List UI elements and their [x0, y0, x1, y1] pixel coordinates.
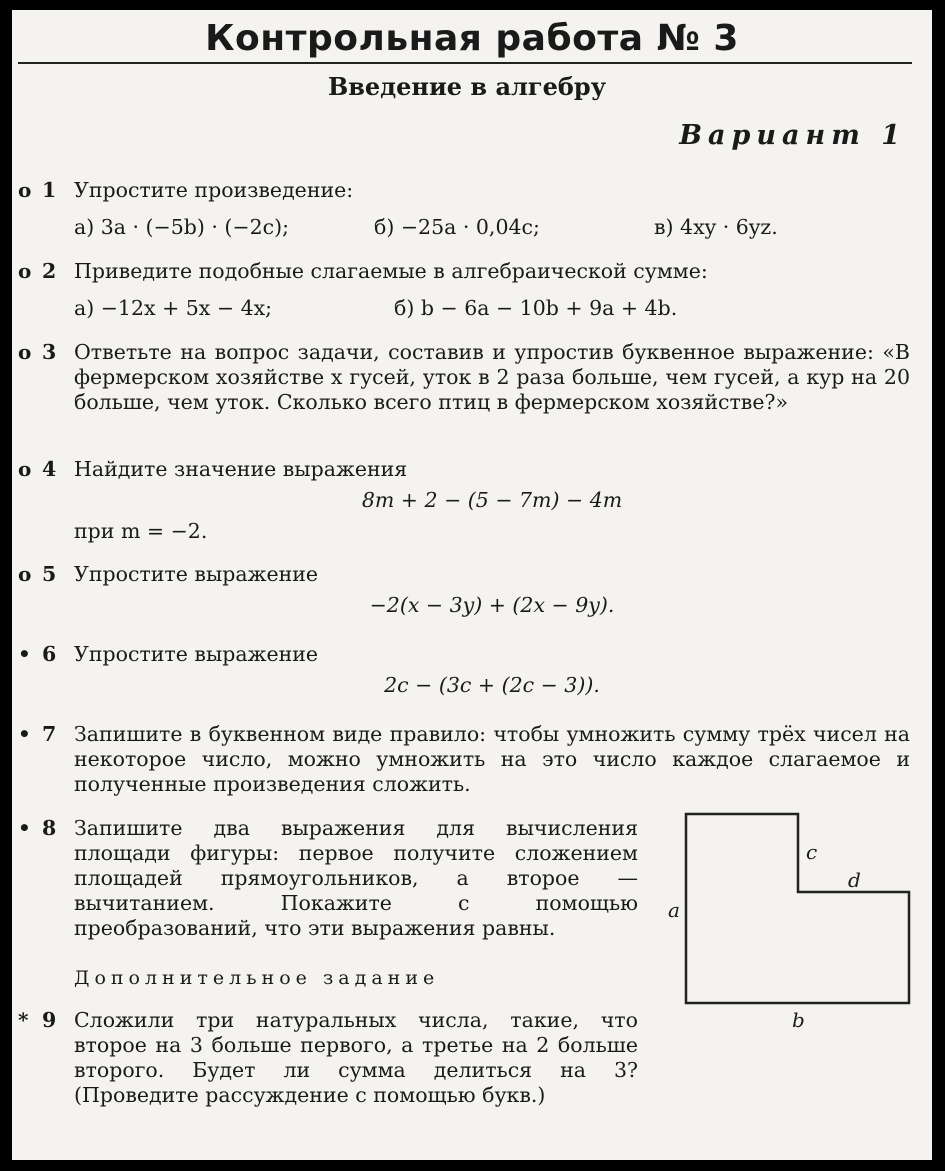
task-4 [18, 457, 910, 544]
task-5 [18, 562, 910, 618]
area-figure [652, 810, 922, 1044]
task-marker: • [18, 816, 31, 840]
task-1 [18, 178, 910, 240]
task-marker: o [18, 178, 32, 202]
page-title: Контрольная работа № 3 [205, 18, 739, 59]
worksheet-page [12, 10, 932, 1160]
extra-task-heading: Дополнительное задание [74, 967, 440, 989]
task-number: 5 [42, 562, 57, 586]
task-formula: 2c − (3c + (2c − 3)). [384, 673, 600, 697]
l-shape-outline [686, 814, 909, 1003]
task-number: 6 [42, 642, 57, 666]
task-number: 3 [42, 340, 57, 364]
task-text: Приведите подобные слагаемые в алгебраической сумме: [74, 259, 708, 283]
task-number: 1 [42, 178, 57, 202]
task-number: 9 [42, 1008, 57, 1032]
task-text: Запишите два выражения для вычисления площади фигуры: первое получите сложением площадей прямоугольников, а второе — вычитанием. Покажите с помощью преобразований, что эти выражения равны. [74, 816, 638, 940]
task-marker: o [18, 259, 32, 283]
task-number: 7 [42, 722, 57, 746]
task-part: в) 4xy · 6yz. [654, 215, 778, 239]
variant-label: Вариант 1 [679, 120, 906, 151]
task-number: 2 [42, 259, 57, 283]
task-text: Найдите значение выражения [74, 457, 408, 481]
task-marker: o [18, 457, 32, 481]
task-8 [18, 816, 638, 941]
l-shape-figure [652, 810, 922, 1040]
task-2 [18, 259, 910, 321]
task-text: Упростите произведение: [74, 178, 354, 202]
task-part: а) 3a · (−5b) · (−2c); [74, 215, 290, 239]
task-text: Запишите в буквенном виде правило: чтобы умножить сумму трёх чисел на некоторое число, можно умножить на это число каждое слагаемое и полученные произведения сложить. [74, 722, 910, 796]
task-part: б) −25a · 0,04c; [374, 215, 540, 239]
task-condition: при m = −2. [74, 519, 208, 543]
task-part: б) b − 6a − 10b + 9a + 4b. [394, 296, 678, 320]
task-9 [18, 1008, 638, 1108]
task-number: 4 [42, 457, 57, 481]
title-divider [18, 62, 912, 64]
task-6 [18, 642, 910, 698]
task-text: Упростите выражение [74, 562, 319, 586]
label-b: b [792, 1008, 805, 1032]
task-marker: • [18, 642, 31, 666]
task-text: Сложили три натуральных числа, такие, что второе на 3 больше первого, а третье на 2 больше второго. Будет ли сумма делиться на 3? (Проведите рассуждение с помощью букв.) [74, 1008, 638, 1107]
task-3 [18, 340, 910, 415]
task-number: 8 [42, 816, 57, 840]
task-part: а) −12x + 5x − 4x; [74, 296, 273, 320]
task-7 [18, 722, 910, 797]
task-marker: * [18, 1008, 29, 1032]
label-c: c [806, 840, 818, 864]
task-text: Ответьте на вопрос задачи, составив и упростив буквенное выражение: «В фермерском хозяйстве x гусей, уток в 2 раза больше, чем гусей, а кур на 20 больше, чем уток. Сколько всего птиц в фермерском хозяйстве?» [74, 340, 910, 414]
task-marker: o [18, 340, 32, 364]
task-formula: −2(x − 3y) + (2x − 9y). [369, 593, 615, 617]
task-marker: o [18, 562, 32, 586]
task-formula: 8m + 2 − (5 − 7m) − 4m [361, 488, 623, 512]
task-marker: • [18, 722, 31, 746]
page-subtitle: Введение в алгебру [327, 72, 607, 101]
label-a: a [668, 898, 680, 922]
task-text: Упростите выражение [74, 642, 319, 666]
label-d: d [848, 868, 861, 892]
